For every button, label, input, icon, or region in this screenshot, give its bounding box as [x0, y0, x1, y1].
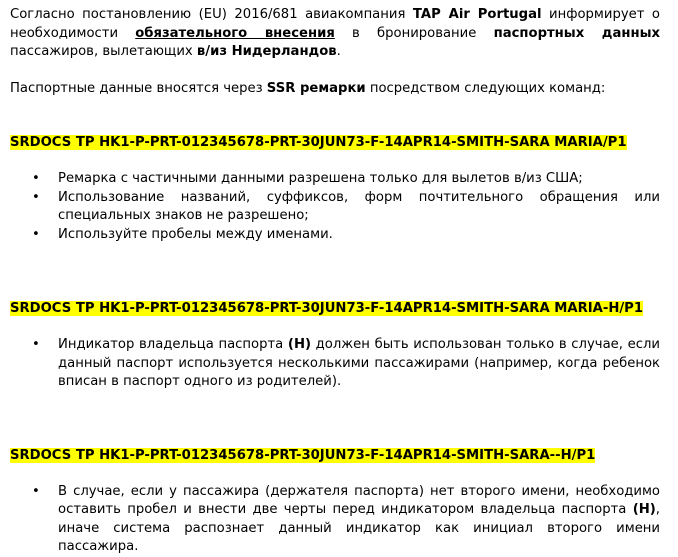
- ssr-remarks-text: SSR ремарки: [266, 80, 366, 96]
- direction-text: в/из Нидерландов: [196, 44, 337, 59]
- bullet-icon: •: [32, 226, 40, 242]
- method-paragraph: [10, 80, 660, 99]
- command-line-2: [10, 300, 660, 318]
- list-item-text: , иначе система распознает данный индикатор как инициал второго имени пассажира.: [58, 502, 660, 554]
- passport-holder-indicator: (H): [632, 502, 656, 517]
- bullet-icon: •: [32, 337, 40, 352]
- bullet-list-2: [10, 336, 660, 392]
- bullet-icon: •: [32, 171, 40, 186]
- mandatory-entry-text: обязательного внесения: [135, 25, 335, 41]
- bullet-list-1: [10, 170, 660, 244]
- list-item-text: Используйте пробелы между именами.: [58, 226, 333, 242]
- list-item: [10, 226, 660, 245]
- airline-name: TAP Air Portugal: [412, 7, 542, 22]
- command-line-1: [10, 134, 660, 152]
- intro-text-2: информирует о необходимости: [10, 7, 660, 41]
- list-item-text: Использование названий, суффиксов, форм почтительного обращения или специальных знаков не разрешено;: [58, 189, 660, 223]
- srdocs-command-1: SRDOCS TP HK1-P-PRT-012345678-PRT-30JUN73-F-14APR14-SMITH-SARA MARIA/P1: [10, 135, 627, 150]
- intro-paragraph: [10, 6, 660, 62]
- list-item: [10, 170, 660, 189]
- intro-text-3: в бронирование: [334, 25, 494, 41]
- intro-text-4: пассажиров, вылетающих: [10, 44, 197, 59]
- bullet-icon: •: [32, 189, 40, 205]
- passport-data-text: паспортных данных: [493, 25, 661, 41]
- bullet-list-3: [10, 483, 660, 557]
- document-page: [10, 6, 660, 557]
- command-line-3: [10, 447, 660, 465]
- list-item-text: Ремарка с частичными данными разрешена только для вылетов в/из США;: [58, 171, 583, 186]
- method-text-1: Паспортные данные вносятся через: [10, 80, 267, 96]
- list-item: [10, 189, 660, 226]
- passport-holder-indicator: (H): [287, 337, 312, 352]
- list-item-text: В случае, если у пассажира (держателя паспорта) нет второго имени, необходимо оставить пробел и внести две черты перед индикатором владельца паспорта: [58, 483, 660, 517]
- list-item-text: Индикатор владельца паспорта: [58, 337, 288, 352]
- intro-text-1: Согласно постановлению (EU) 2016/681 авиакомпания: [10, 7, 413, 22]
- srdocs-command-3: SRDOCS TP HK1-P-PRT-012345678-PRT-30JUN73-F-14APR14-SMITH-SARA--H/P1: [10, 447, 596, 463]
- intro-text-5: .: [336, 44, 341, 59]
- bullet-icon: •: [32, 483, 40, 499]
- list-item-text: должен быть использован только в случае, если данный паспорт используется несколькими пассажирами (например, когда ребенок вписан в паспорт одного из родителей).: [58, 337, 660, 389]
- list-item: [10, 483, 660, 557]
- srdocs-command-2: SRDOCS TP HK1-P-PRT-012345678-PRT-30JUN73-F-14APR14-SMITH-SARA MARIA-H/P1: [10, 301, 644, 316]
- method-text-2: посредством следующих команд:: [365, 80, 606, 96]
- list-item: [10, 336, 660, 392]
